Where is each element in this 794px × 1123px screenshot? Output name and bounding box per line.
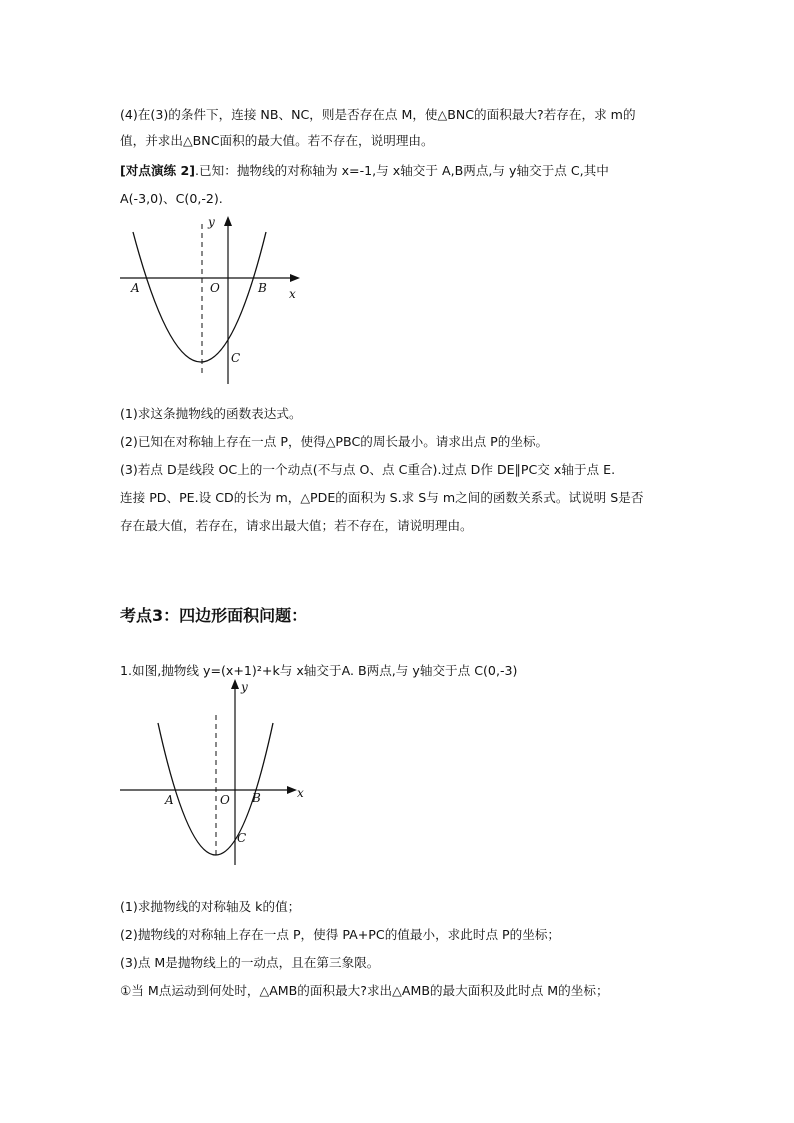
fig2-label-b: B <box>252 791 261 805</box>
fig1-label-o: O <box>210 281 220 295</box>
fig1-label-x: x <box>289 287 296 301</box>
fig1-label-c: C <box>231 351 241 365</box>
fig1-label-y: y <box>208 215 215 229</box>
parabola-figure-2 <box>115 675 315 870</box>
p1-q3-line-1: (3)若点 D是线段 OC上的一个动点(不与点 O、点 C重合).过点 D作 DE∥PC交 x轴于点 E. <box>120 462 616 477</box>
fig2-label-x: x <box>297 786 304 800</box>
fig1-label-a: A <box>131 281 140 295</box>
s3-q2: (2)抛物线的对称轴上存在一点 P，使得 PA+PC的值最小，求此时点 P的坐标； <box>120 927 561 942</box>
s3-q1: (1)求抛物线的对称轴及 k的值； <box>120 899 301 914</box>
p1-q2: (2)已知在对称轴上存在一点 P，使得△PBC的周长最小。请求出点 P的坐标。 <box>120 434 549 449</box>
p1-q3-line-3: 存在最大值，若存在，请求出最大值；若不存在，请说明理由。 <box>120 518 473 533</box>
drill-line-1 <box>120 162 609 180</box>
q4-line-1: (4)在(3)的条件下，连接 NB、NC，则是否存在点 M，使△BNC的面积最大?若存在，求 m的 <box>120 107 636 122</box>
fig2-label-a: A <box>165 793 174 807</box>
fig1-label-b: B <box>258 281 267 295</box>
fig2-label-y: y <box>241 680 248 694</box>
parabola-figure-1 <box>115 212 315 392</box>
drill-label: [对点演练 2] <box>120 163 196 178</box>
section-heading: 考点3：四边形面积问题： <box>120 606 308 625</box>
prob1-line: 1.如图,抛物线 y=(x+1)²+k与 x轴交于A. B两点,与 y轴交于点 C(0,-3) <box>120 663 518 678</box>
p1-q1: (1)求这条抛物线的函数表达式。 <box>120 406 302 421</box>
q4-line-2: 值，并求出△BNC面积的最大值。若不存在，说明理由。 <box>120 133 434 148</box>
drill-line-2: A(-3,0)、C(0,-2). <box>120 191 223 206</box>
s3-q3: (3)点 M是抛物线上的一动点，且在第三象限。 <box>120 955 380 970</box>
s3-q3-1: ①当 M点运动到何处时，△AMB的面积最大?求出△AMB的最大面积及此时点 M的坐标； <box>120 983 609 998</box>
fig2-label-c: C <box>237 831 247 845</box>
fig2-label-o: O <box>220 793 230 807</box>
drill-line-1-rest: .已知：抛物线的对称轴为 x=-1,与 x轴交于 A,B两点,与 y轴交于点 C,其中 <box>195 163 609 178</box>
p1-q3-line-2: 连接 PD、PE.设 CD的长为 m，△PDE的面积为 S.求 S与 m之间的函数关系式。试说明 S是否 <box>120 490 644 505</box>
